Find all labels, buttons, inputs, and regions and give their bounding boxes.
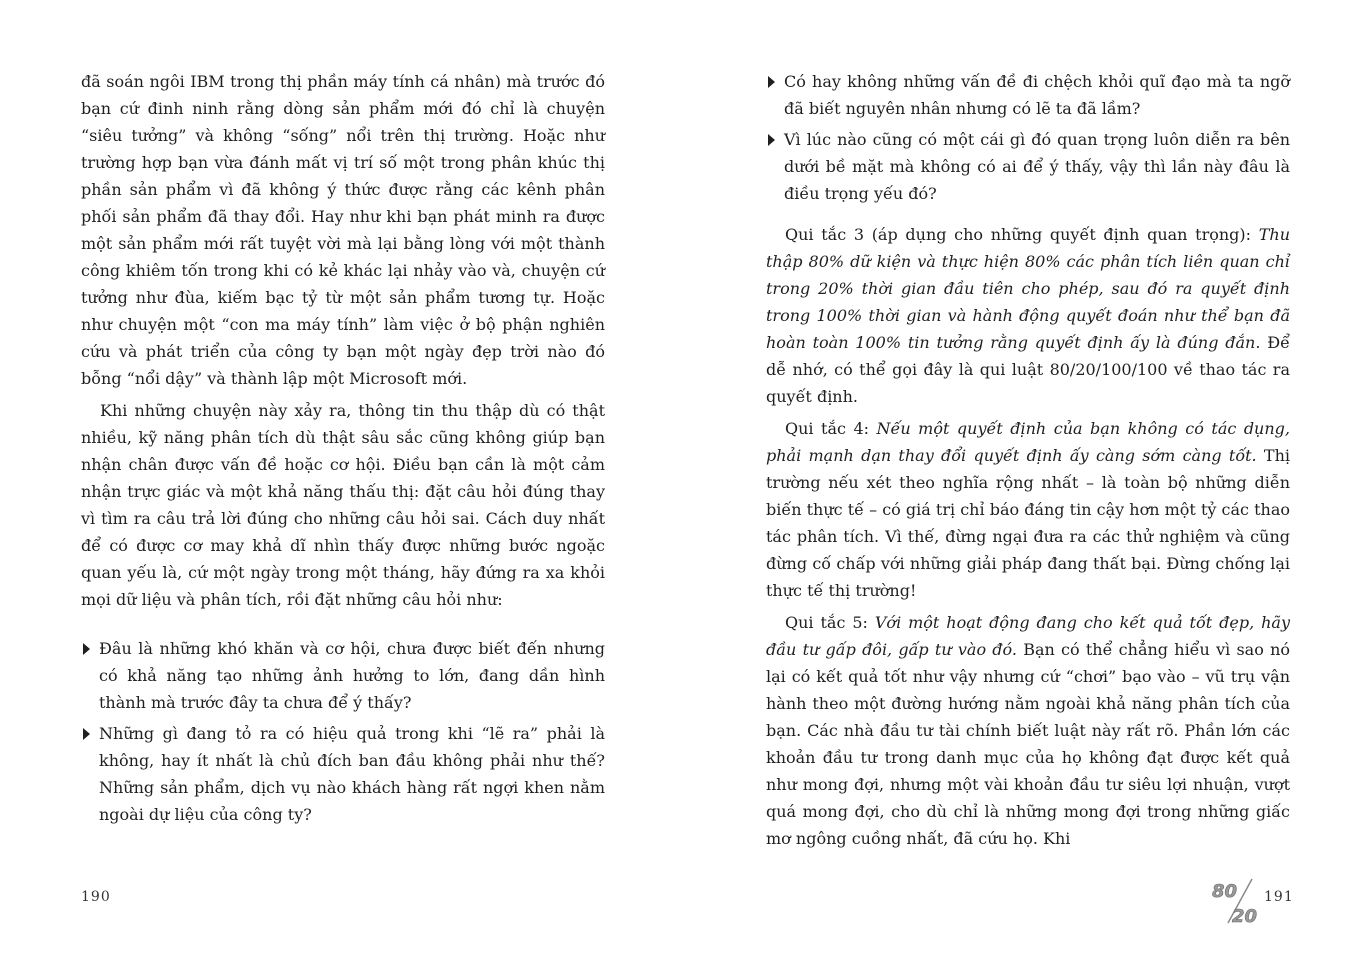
- rule-5-lead: Qui tắc 5:: [785, 613, 875, 632]
- rule-5-rest: Bạn có thể chẳng hiểu vì sao nó lại có kết quả tốt như vậy nhưng cứ “chơi” bạo vào – vũ trụ vận hành theo một đường hướng nằm ngoài khả năng phân tích của bạn. Các nhà đầu tư tài chính biết luật này rất rõ. Phần lớn các khoản đầu tư trong danh mục của họ không đạt được kết quả như mong đợi, nhưng một vài khoản đầu tư siêu lợi nhuận, vượt quá mong đợi, cho dù chỉ là những mong đợi trong những giấc mơ ngông cuồng nhất, đã cứu họ. Khi: [766, 640, 1291, 848]
- rule-5-italic: Với một hoạt động đang cho kết quả tốt đẹp, hãy đầu tư gấp đôi, gấp tư vào đó.: [766, 613, 1291, 659]
- rule-4-italic: Nếu một quyết định của bạn không có tác dụng, phải mạnh dạn thay đổi quyết định ấy càng sớm càng tốt.: [766, 419, 1290, 465]
- list-item: [81, 720, 605, 828]
- rule-4-lead: Qui tắc 4:: [785, 419, 877, 438]
- rule-3-rest: Để dễ nhớ, có thể gọi đây là qui luật 80/20/100/100 về thao tác ra quyết định.: [766, 333, 1291, 406]
- paragraph-2: Khi những chuyện này xảy ra, thông tin thu thập dù có thật nhiều, kỹ năng phân tích dù thật sâu sắc cũng không giúp bạn nhận chân được vấn đề hoặc cơ hội. Điều bạn cần là một cảm nhận trực giác và một khả năng thấu thị: đặt câu hỏi đúng thay vì tìm ra câu trả lời đúng cho những câu hỏi sai. Cách duy nhất để có được cơ may khả dĩ nhìn thấy được những bước ngoặc quan yếu là, cứ một ngày trong một tháng, hãy đứng ra xa khỏi mọi dữ liệu và phân tích, rồi đặt những câu hỏi như:: [81, 401, 605, 609]
- rule-3-paragraph: [766, 221, 1290, 410]
- left-page: [81, 68, 605, 832]
- rule-4-rest: Thị trường nếu xét theo nghĩa rộng nhất – là toàn bộ những diễn biến thực tế – có giá trị chỉ báo đáng tin cậy hơn một tỷ các thao tác phân tích. Vì thế, đừng ngại đưa ra các thử nghiệm và cũng đừng cố chấp với những giải pháp đang thất bại. Đừng chống lại thực tế thị trường!: [766, 446, 1290, 600]
- triangle-bullet-icon: [768, 134, 775, 146]
- 80-20-logo-icon: [1210, 877, 1266, 925]
- list-item-text: Những gì đang tỏ ra có hiệu quả trong khi “lẽ ra” phải là không, hay ít nhất là chủ đích ban đầu không phải như thế? Những sản phẩm, dịch vụ nào khách hàng rất ngợi khen nằm ngoài dự liệu của công ty?: [99, 724, 605, 824]
- rule-3-italic: Thu thập 80% dữ kiện và thực hiện 80% các phân tích liên quan chỉ trong 20% thời gian đầu tiên cho phép, sau đó ra quyết định trong 100% thời gian và hành động quyết đoán như thể bạn đã hoàn toàn 100% tin tưởng rằng quyết định ấy là đúng đắn.: [766, 225, 1290, 352]
- triangle-bullet-icon: [83, 728, 90, 740]
- rule-3-lead: Qui tắc 3 (áp dụng cho những quyết định quan trọng):: [785, 225, 1259, 244]
- page-number-right: 191: [1264, 889, 1294, 905]
- logo-top-text: 80: [1212, 881, 1238, 902]
- list-item: [81, 635, 605, 716]
- question-list-left: [81, 635, 605, 828]
- list-item-text: Có hay không những vấn đề đi chệch khỏi quĩ đạo mà ta ngỡ đã biết nguyên nhân nhưng có lẽ ta đã lầm?: [784, 72, 1290, 118]
- right-page: [766, 68, 1290, 857]
- list-item-text: Đâu là những khó khăn và cơ hội, chưa được biết đến nhưng có khả năng tạo những ảnh hưởng to lớn, đang dần hình thành mà trước đây ta chưa để ý thấy?: [99, 639, 605, 712]
- list-item: [766, 68, 1290, 122]
- triangle-bullet-icon: [768, 76, 775, 88]
- list-item-text: Vì lúc nào cũng có một cái gì đó quan trọng luôn diễn ra bên dưới bề mặt mà không có ai để ý thấy, vậy thì lần này đâu là điều trọng yếu đó?: [784, 130, 1290, 203]
- triangle-bullet-icon: [83, 643, 90, 655]
- logo-bottom-text: 20: [1232, 906, 1258, 925]
- list-item: [766, 126, 1290, 207]
- page-number-left: 190: [81, 889, 111, 905]
- paragraph-1: đã soán ngôi IBM trong thị phần máy tính cá nhân) mà trước đó bạn cứ đinh ninh rằng dòng sản phẩm mới đó chỉ là chuyện “siêu tưởng” và không “sống” nổi trên thị trường. Hoặc như trường hợp bạn vừa đánh mất vị trí số một trong phân khúc thị phần sản phẩm vì đã không ý thức được rằng các kênh phân phối sản phẩm đã thay đổi. Hay như khi bạn phát minh ra được một sản phẩm mới rất tuyệt vời mà lại bằng lòng với một thành công khiêm tốn trong khi có kẻ khác lại nhảy vào và, chuyện cứ tưởng như đùa, kiếm bạc tỷ từ một sản phẩm tương tự. Hoặc như chuyện một “con ma máy tính” làm việc ở bộ phận nghiên cứu và phát triển của công ty bạn một ngày đẹp trời nào đó bỗng “nổi dậy” và thành lập một Microsoft mới.: [81, 72, 605, 388]
- rule-4-paragraph: [766, 415, 1290, 604]
- rule-5-paragraph: [766, 609, 1290, 852]
- question-list-right: [766, 68, 1290, 207]
